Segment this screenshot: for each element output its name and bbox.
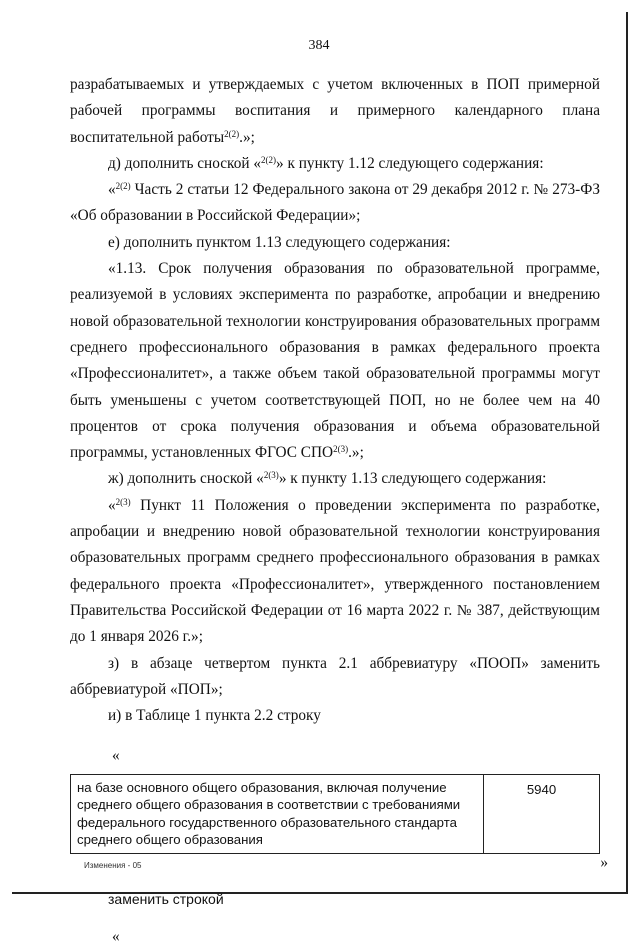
table-cell-description: на базе основного общего образования, включая получение среднего общего образования в соответствии с требованиями федерального государственного образовательного стандарта среднего общего образования bbox=[71, 774, 484, 853]
footnote-ref: 2(2) bbox=[261, 154, 277, 165]
paragraph: д) дополнить сноской «$^{2(2)}$» к пункту 1.12 следующего содержания: bbox=[108, 154, 544, 172]
paragraph: «$^{2(2)}$ Часть 2 статьи 12 Федерального закона от 29 декабря 2012 г. № 273-ФЗ «Об образовании в Российской Федерации»; bbox=[70, 181, 600, 225]
paragraph: ж) дополнить сноской «$^{2(3)}$» к пункту 1.13 следующего содержания: bbox=[108, 470, 547, 488]
paragraph: е) дополнить пунктом 1.13 следующего содержания: bbox=[108, 233, 451, 251]
paragraph: «$^{2(3)}$ Пункт 11 Положения о проведении эксперимента по разработке, апробации и внедрению новой образовательной технологии конструирования образовательных программ среднего профессионального образования в рамках федерального проекта «Профессионалитет», утвержденного постановлением Правительства Российской Федерации от 16 марта 2022 г. № 387, действующим до 1 января 2026 г.»; bbox=[70, 496, 600, 646]
table-cell-value: 5940 bbox=[484, 774, 600, 853]
quote-open-mark-2: « bbox=[112, 928, 120, 946]
footnote-ref: 2(2) bbox=[224, 128, 240, 139]
footer-label: Изменения - 05 bbox=[84, 861, 142, 870]
footnote-ref: 2(3) bbox=[115, 496, 131, 507]
footnote-ref: 2(3) bbox=[333, 444, 349, 455]
quote-open-mark: « bbox=[112, 747, 120, 765]
quote-close-mark: » bbox=[600, 853, 608, 871]
document-page bbox=[12, 12, 628, 946]
paragraph: и) в Таблице 1 пункта 2.2 строку bbox=[108, 707, 321, 725]
page-number: 384 bbox=[308, 38, 330, 53]
table-row-original bbox=[70, 774, 600, 854]
footnote-ref: 2(2) bbox=[115, 181, 131, 192]
paragraph: «1.13. Срок получения образования по образовательной программе, реализуемой в условиях эксперимента по разработке, апробации и внедрению новой образовательной технологии конструирования образовательных программ среднего профессионального образования в рамках федерального проекта «Профессионалитет», а также объем такой образовательной программы могут быть уменьшены с учетом соответствующей ПОП, но не более чем на 40 процентов от срока получения образования и объема образовательной программы, установленных ФГОС $СПО^{2(3)}$.»; bbox=[70, 260, 600, 462]
paragraph: з) в абзаце четвертом пункта 2.1 аббревиатуру «ПООП» заменить аббревиатурой «ПОП»; bbox=[70, 654, 600, 698]
document-body bbox=[70, 72, 608, 950]
replace-instruction: заменить строкой bbox=[108, 890, 224, 907]
paragraph: разрабатываемых и утверждаемых с учетом включенных в ПОП примерной рабочей программы воспитания и примерного календарного плана воспитательной работы$^{2(2)}$.»; bbox=[70, 76, 600, 146]
footnote-ref: 2(3) bbox=[263, 470, 279, 481]
